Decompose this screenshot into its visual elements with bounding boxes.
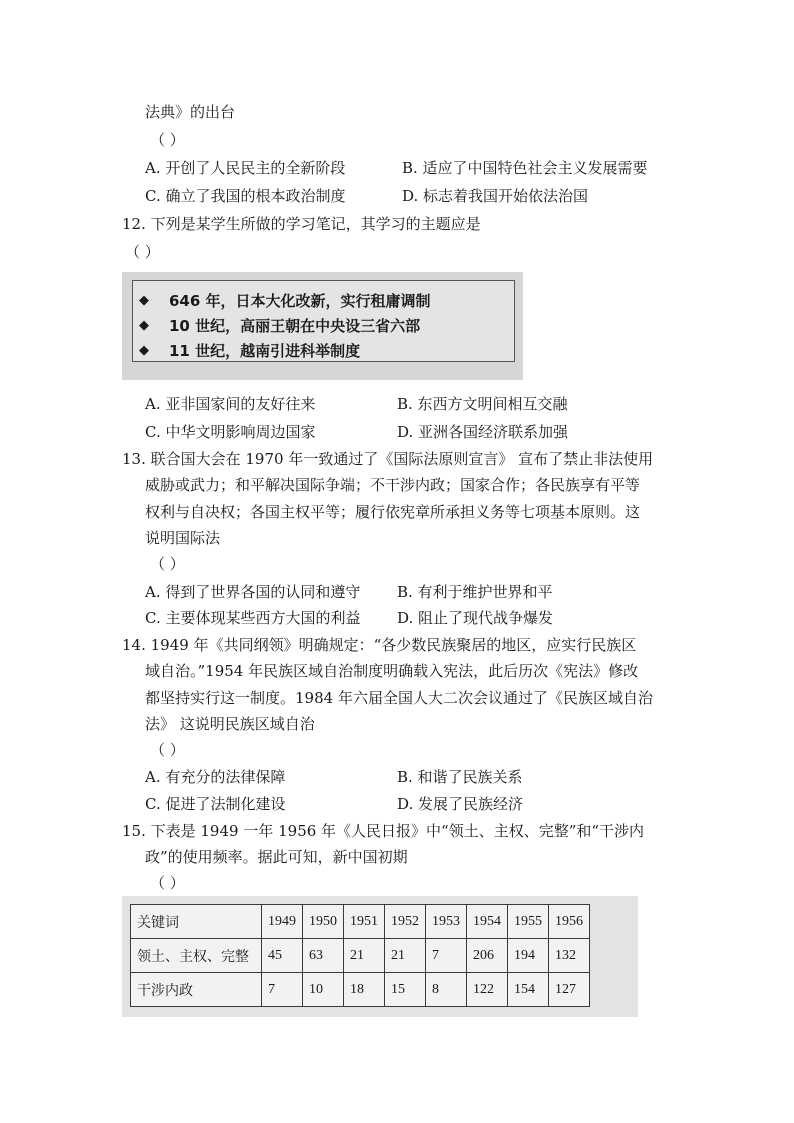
q13-option-d: D. 阻止了现代战争爆发 — [397, 609, 554, 627]
q13-option-b: B. 有利于维护世界和平 — [397, 583, 553, 601]
table-cell: 194 — [508, 939, 549, 973]
q11-option-b: B. 适应了中国特色社会主义发展需要 — [402, 159, 648, 177]
table-header-cell: 1955 — [508, 905, 549, 939]
table-header-cell: 1954 — [467, 905, 508, 939]
q15-frequency-table — [122, 896, 638, 1017]
table-header-cell: 1952 — [385, 905, 426, 939]
table-cell: 领土、主权、完整 — [131, 939, 262, 973]
table-header-row — [131, 905, 590, 939]
table-cell: 21 — [385, 939, 426, 973]
q12-option-a: A. 亚非国家间的友好往来 — [145, 395, 316, 413]
q12-stem: 12. 下列是某学生所做的学习笔记，其学习的主题应是 — [122, 215, 481, 233]
q13-option-a: A. 得到了世界各国的认同和遵守 — [145, 583, 361, 601]
table-cell: 63 — [303, 939, 344, 973]
q11-option-a: A. 开创了人民民主的全新阶段 — [145, 159, 346, 177]
table-header-cell: 1951 — [344, 905, 385, 939]
q12-answer-paren: （ ） — [125, 243, 160, 261]
q14-option-d: D. 发展了民族经济 — [397, 795, 524, 813]
diamond-bullet-icon: ◆ — [139, 343, 149, 358]
q13-stem-line-2: 威胁或武力；和平解决国际争端；不干涉内政；国家合作；各民族享有平等 — [145, 476, 641, 494]
q14-option-b: B. 和谐了民族关系 — [397, 768, 523, 786]
q11-answer-paren: （ ） — [150, 131, 185, 149]
table-cell: 127 — [549, 973, 590, 1007]
table-row — [131, 973, 590, 1007]
q12-option-c: C. 中华文明影响周边国家 — [145, 423, 316, 441]
q15-answer-paren: （ ） — [150, 874, 185, 892]
table-header-cell: 1949 — [262, 905, 303, 939]
table-cell: 122 — [467, 973, 508, 1007]
table-cell: 7 — [262, 973, 303, 1007]
table-header-cell: 1953 — [426, 905, 467, 939]
table-cell: 干涉内政 — [131, 973, 262, 1007]
q14-stem-line-3: 都坚持实行这一制度。1984 年六届全国人大二次会议通过了《民族区域自治 — [145, 689, 653, 707]
q13-stem-line-3: 权利与自决权；各国主权平等；履行依宪章所承担义务等七项基本原则。这 — [145, 503, 641, 521]
q11-option-c: C. 确立了我国的根本政治制度 — [145, 187, 346, 205]
q13-answer-paren: （ ） — [150, 555, 185, 573]
q12-option-b: B. 东西方文明间相互交融 — [397, 395, 568, 413]
q13-stem-line-4: 说明国际法 — [145, 529, 221, 547]
q11-stem-cont: 法典》的出台 — [145, 103, 236, 121]
q13-stem-line-1: 13. 联合国大会在 1970 年一致通过了《国际法原则宣言》 宣布了禁止非法使用 — [122, 450, 654, 468]
table-cell: 7 — [426, 939, 467, 973]
q14-stem-line-2: 域自治。”1954 年民族区域自治制度明确载入宪法，此后历次《宪法》修改 — [145, 662, 639, 680]
table-cell: 10 — [303, 973, 344, 1007]
q14-answer-paren: （ ） — [150, 741, 185, 759]
q14-stem-line-1: 14. 1949 年《共同纲领》明确规定：“各少数民族聚居的地区，应实行民族区 — [122, 636, 637, 654]
q15-stem-line-1: 15. 下表是 1949 一年 1956 年《人民日报》中“领土、主权、完整”和“干涉内 — [122, 822, 645, 840]
diamond-bullet-icon: ◆ — [139, 293, 149, 308]
table-cell: 18 — [344, 973, 385, 1007]
q14-option-a: A. 有充分的法律保障 — [145, 768, 286, 786]
q12-option-d: D. 亚洲各国经济联系加强 — [397, 423, 569, 441]
table-header-cell: 1956 — [549, 905, 590, 939]
table-cell: 15 — [385, 973, 426, 1007]
table-cell: 45 — [262, 939, 303, 973]
q14-stem-line-4: 法》 这说明民族区域自治 — [145, 715, 315, 733]
table-cell: 21 — [344, 939, 385, 973]
table-header-cell: 关键词 — [131, 905, 262, 939]
table-cell: 8 — [426, 973, 467, 1007]
q12-notes-box: ◆ 646 年，日本大化改新，实行租庸调制 ◆ 10 世纪，高丽王朝在中央设三省六部 ◆ 11 世纪，越南引进科举制度 — [122, 272, 523, 380]
q15-stem-line-2: 政”的使用频率。据此可知，新中国初期 — [145, 848, 408, 866]
q13-option-c: C. 主要体现某些西方大国的利益 — [145, 609, 361, 627]
table-header-cell: 1950 — [303, 905, 344, 939]
table-cell: 154 — [508, 973, 549, 1007]
table-row — [131, 939, 590, 973]
diamond-bullet-icon: ◆ — [139, 318, 149, 333]
q14-option-c: C. 促进了法制化建设 — [145, 795, 286, 813]
table-cell: 132 — [549, 939, 590, 973]
table-cell: 206 — [467, 939, 508, 973]
q11-option-d: D. 标志着我国开始依法治国 — [402, 187, 589, 205]
